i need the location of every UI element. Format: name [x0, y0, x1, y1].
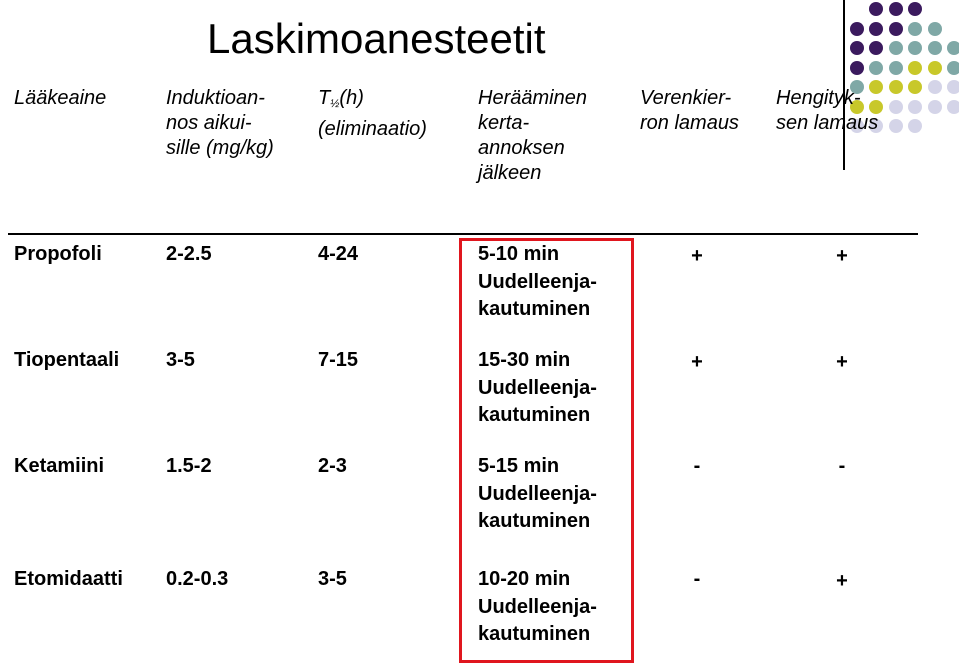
awakening-time: 10-20 min [478, 568, 571, 590]
decorative-dot [908, 2, 922, 16]
decorative-dot [850, 22, 864, 36]
respiration-sign: - [838, 455, 846, 477]
awakening-note: kautuminen [478, 404, 591, 426]
header-induction-line: nos aikui- [166, 112, 252, 134]
induction-dose: 0.2-0.3 [166, 568, 229, 590]
decorative-dot [869, 2, 883, 16]
awakening-note: kautuminen [478, 298, 591, 320]
header-respiration-line: Hengityk- [776, 87, 861, 109]
circulation-sign: + [691, 245, 703, 267]
decorative-dot [850, 41, 864, 55]
header-awakening-line: kerta- [478, 112, 530, 134]
header-circulation-line: ron lamaus [640, 112, 739, 134]
decorative-dot [850, 61, 864, 75]
half-life: 2-3 [318, 455, 347, 477]
header-awakening [478, 86, 587, 186]
decorative-dot [889, 2, 903, 16]
header-induction-line: Induktioan- [166, 87, 265, 109]
induction-dose: 2-2.5 [166, 243, 212, 265]
respiration-sign: + [836, 570, 848, 592]
decorative-dot [889, 61, 903, 75]
induction-dose: 1.5-2 [166, 455, 212, 477]
header-awakening-line: Herääminen [478, 87, 587, 109]
awakening-note: Uudelleenja- [478, 483, 597, 505]
header-circulation [640, 86, 739, 136]
header-half-life [318, 86, 427, 142]
decorative-dot [889, 80, 903, 94]
awakening-note: Uudelleenja- [478, 271, 597, 293]
drug-name: Etomidaatti [14, 568, 123, 590]
decorative-dot [928, 80, 942, 94]
drug-name: Tiopentaali [14, 349, 120, 371]
header-half-life-symbol: T [318, 87, 331, 109]
header-half-life-line: (eliminaatio) [318, 118, 427, 140]
decorative-dot [947, 100, 959, 114]
respiration-sign: + [836, 351, 848, 373]
decorative-dot [928, 22, 942, 36]
half-life: 7-15 [318, 349, 359, 371]
circulation-sign: - [693, 455, 701, 477]
respiration-sign: + [836, 245, 848, 267]
header-half-life-unit: (h) [339, 87, 364, 109]
awakening-note: Uudelleenja- [478, 377, 597, 399]
awakening-time: 15-30 min [478, 349, 571, 371]
decorative-dot [908, 61, 922, 75]
decorative-dot [889, 100, 903, 114]
decorative-dot [889, 41, 903, 55]
decorative-dot [928, 100, 942, 114]
decorative-dot [947, 61, 959, 75]
header-circulation-line: Verenkier- [640, 87, 732, 109]
header-induction [166, 86, 274, 161]
decorative-dot [889, 22, 903, 36]
drug-name: Ketamiini [14, 455, 105, 477]
decorative-dot [947, 80, 959, 94]
awakening-time: 5-10 min [478, 243, 560, 265]
circulation-sign: - [693, 568, 701, 590]
header-respiration-line: sen lamaus [776, 112, 879, 134]
drug-name: Propofoli [14, 243, 102, 265]
decorative-dot [947, 41, 959, 55]
header-drug: Lääkeaine [14, 87, 107, 109]
decorative-dot [869, 61, 883, 75]
half-life: 3-5 [318, 568, 347, 590]
induction-dose: 3-5 [166, 349, 195, 371]
decorative-dot [908, 100, 922, 114]
decorative-dot [908, 41, 922, 55]
awakening-note: kautuminen [478, 623, 591, 645]
page-title: Laskimoanesteetit [207, 15, 546, 62]
decorative-dot [928, 61, 942, 75]
circulation-sign: + [691, 351, 703, 373]
decorative-dot [908, 119, 922, 133]
decorative-dot [908, 80, 922, 94]
half-life: 4-24 [318, 243, 359, 265]
header-half-life-sub: ½ [330, 98, 340, 110]
decorative-dot [908, 22, 922, 36]
awakening-note: kautuminen [478, 510, 591, 532]
decorative-dot [889, 119, 903, 133]
decorative-dot [869, 41, 883, 55]
decorative-dot [869, 22, 883, 36]
header-induction-line: sille (mg/kg) [166, 137, 274, 159]
header-divider [8, 233, 918, 235]
header-respiration [776, 86, 878, 136]
awakening-note: Uudelleenja- [478, 596, 597, 618]
awakening-time: 5-15 min [478, 455, 560, 477]
header-awakening-line: jälkeen [478, 162, 542, 184]
decorative-dot [928, 41, 942, 55]
decorative-vertical-line [843, 0, 845, 170]
header-awakening-line: annoksen [478, 137, 565, 159]
